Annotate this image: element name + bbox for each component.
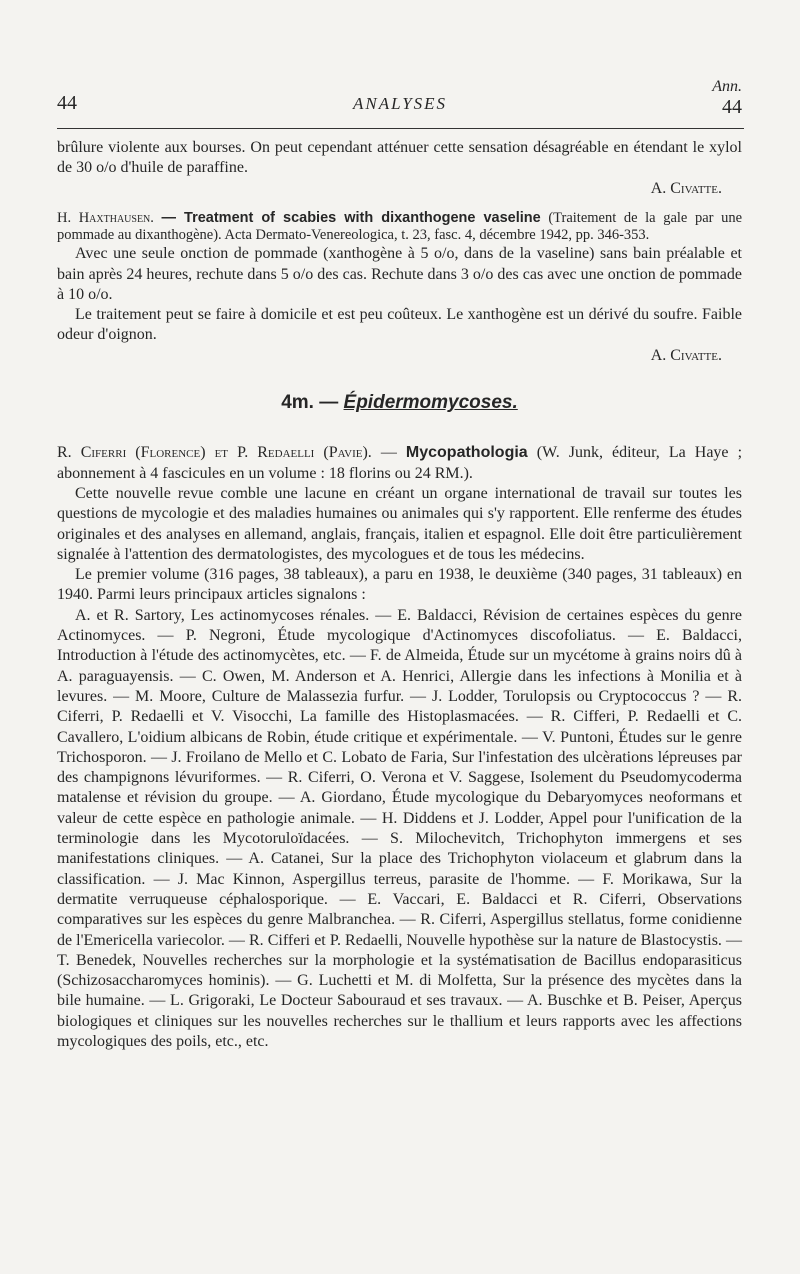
paragraph: Cette nouvelle revue comble une lacune en créant un organe international de travail sur toutes les questions de mycologie et des maladies humaines ou animales qui s'y rapportent. Elle renferme des études originales et des analyses en allemand, anglais, français, italien et espagnol. Elle doit être particulièrement signalée à l'attention des dermatologistes, des mycologues et de tous les médecins. bbox=[57, 484, 742, 563]
signature: A. Civatte. bbox=[650, 179, 722, 197]
section-number: 4m. — bbox=[281, 392, 339, 414]
running-title: ANALYSES bbox=[352, 94, 448, 113]
entry-title: Mycopathologia bbox=[405, 444, 528, 462]
paragraph: Avec une seule onction de pommade (xanthogène à 5 o/o, dans de la vaseline) sans bain préalable et bain après 24 heures, rechute dans 5 o/o des cas. Rechute dans 3 o/o des cas avec une onction de pommade à 10 o/o. bbox=[57, 245, 742, 303]
entry-heading bbox=[57, 210, 742, 244]
paragraph-continued: brûlure violente aux bourses. On peut cependant atténuer cette sensation désagréable en étendant le xylol de 30 o/o d'huile de paraffine. bbox=[57, 139, 742, 177]
signature: A. Civatte. bbox=[650, 346, 722, 364]
entry-citation: (Traitement de la gale par une pommade au dixanthogène). Acta Dermato-Venereologica, t. 23, fasc. 4, décembre 1942, pp. 346-353. bbox=[57, 209, 743, 244]
page-number-right: 44 bbox=[722, 96, 742, 118]
section-title: Épidermomycoses. bbox=[343, 392, 518, 414]
paragraph: Le traitement peut se faire à domicile et est peu coûteux. Le xanthogène est un dérivé du soufre. Faible odeur d'oignon. bbox=[57, 306, 742, 344]
entry-heading bbox=[57, 443, 742, 484]
entry-citation: (W. Junk, éditeur, La Haye ; abonnement à 4 fascicules en un volume : 18 florins ou 24 RM.). bbox=[57, 444, 743, 482]
entry-title: — Treatment of scabies with dixanthogene vaseline bbox=[161, 209, 541, 226]
page-body bbox=[57, 138, 742, 1052]
header-rule bbox=[57, 128, 744, 129]
article-list: A. et R. Sartory, Les actinomycoses rénales. — E. Baldacci, Révision de certaines espèces du genre Actinomyces. — P. Negroni, Étude mycologique d'Actinomyces discofoliatus. — E. Baldacci, Introduction à l'étude des actinomycètes, etc. — F. de Almeida, Étude sur un mycétome à grains noirs dû à A. paraguayensis. — C. Owen, M. Anderson et A. Henrici, Allergie dans les infections à Monilia et à levures. — M. Moore, Culture de Malassezia furfur. — J. Lodder, Torulopsis ou Cryptococcus ? — R. Ciferri, P. Redaelli et V. Visocchi, La famille des Histoplasmacées. — R. Cifferi, P. Redaelli et C. Cavallero, L'oidium albicans de Robin, étude critique et expérimentale. — V. Puntoni, Études sur le genre Trichosporon. — J. Froilano de Mello et C. Lobato de Faria, Sur l'infestation des ulcèrations lépreuses par des champignons lévuriformes. — R. Ciferri, O. Verona et V. Saggese, Isolement du Pseudomycoderma matalense et révision du groupe. — A. Giordano, Étude mycologique du Debaryomyces neoformans et valeur de cette espèce en pathologie animale. — H. Diddens et J. Lodder, Appel pour l'unification de la terminologie dans les Mycotoruloïdacées. — S. Milochevitch, Trichophyton immergens et ses manifestations cliniques. — A. Catanei, Sur la place des Trichophyton violaceum et glabrum dans la classification. — J. Mac Kinnon, Aspergillus terreus, parasite de l'homme. — F. Morikawa, Sur la dermatite verruqueuse céphalosporique. — E. Vaccari, E. Baldacci et R. Ciferri, Observations comparatives sur les espèces du genre Malbranchea. — R. Ciferri, Aspergillus stellatus, forme conidienne de l'Emericella variecolor. — R. Cifferi et P. Redaelli, Nouvelle hypothèse sur la nature de Blastocystis. — T. Benedek, Nouvelles recherches sur la morphologie et la systématisation de Bacillus endoparasiticus (Schizosaccharomyces hominis). — G. Luchetti et M. di Molfetta, Sur la présence des mycètes dans la bile humaine. — L. Grigoraki, Le Docteur Sabouraud et ses travaux. — A. Buschke et B. Peiser, Aperçus biologiques et cliniques sur les nouvelles recherches sur le thallium et leurs rapports avec les affections mycologiques des poils, etc., etc. bbox=[57, 606, 742, 1050]
entry-author: R. Ciferri (Florence) et P. Redaelli (Pavie). — bbox=[57, 444, 397, 462]
entry-author: H. Haxthausen. bbox=[57, 209, 154, 226]
paragraph: Le premier volume (316 pages, 38 tableaux), a paru en 1938, le deuxième (340 pages, 31 tableaux) en 1940. Parmi leurs principaux articles signalons : bbox=[57, 566, 742, 604]
handwritten-annotation: Ann. bbox=[712, 78, 742, 95]
section-heading bbox=[57, 393, 742, 413]
page-number-left: 44 bbox=[57, 92, 77, 114]
